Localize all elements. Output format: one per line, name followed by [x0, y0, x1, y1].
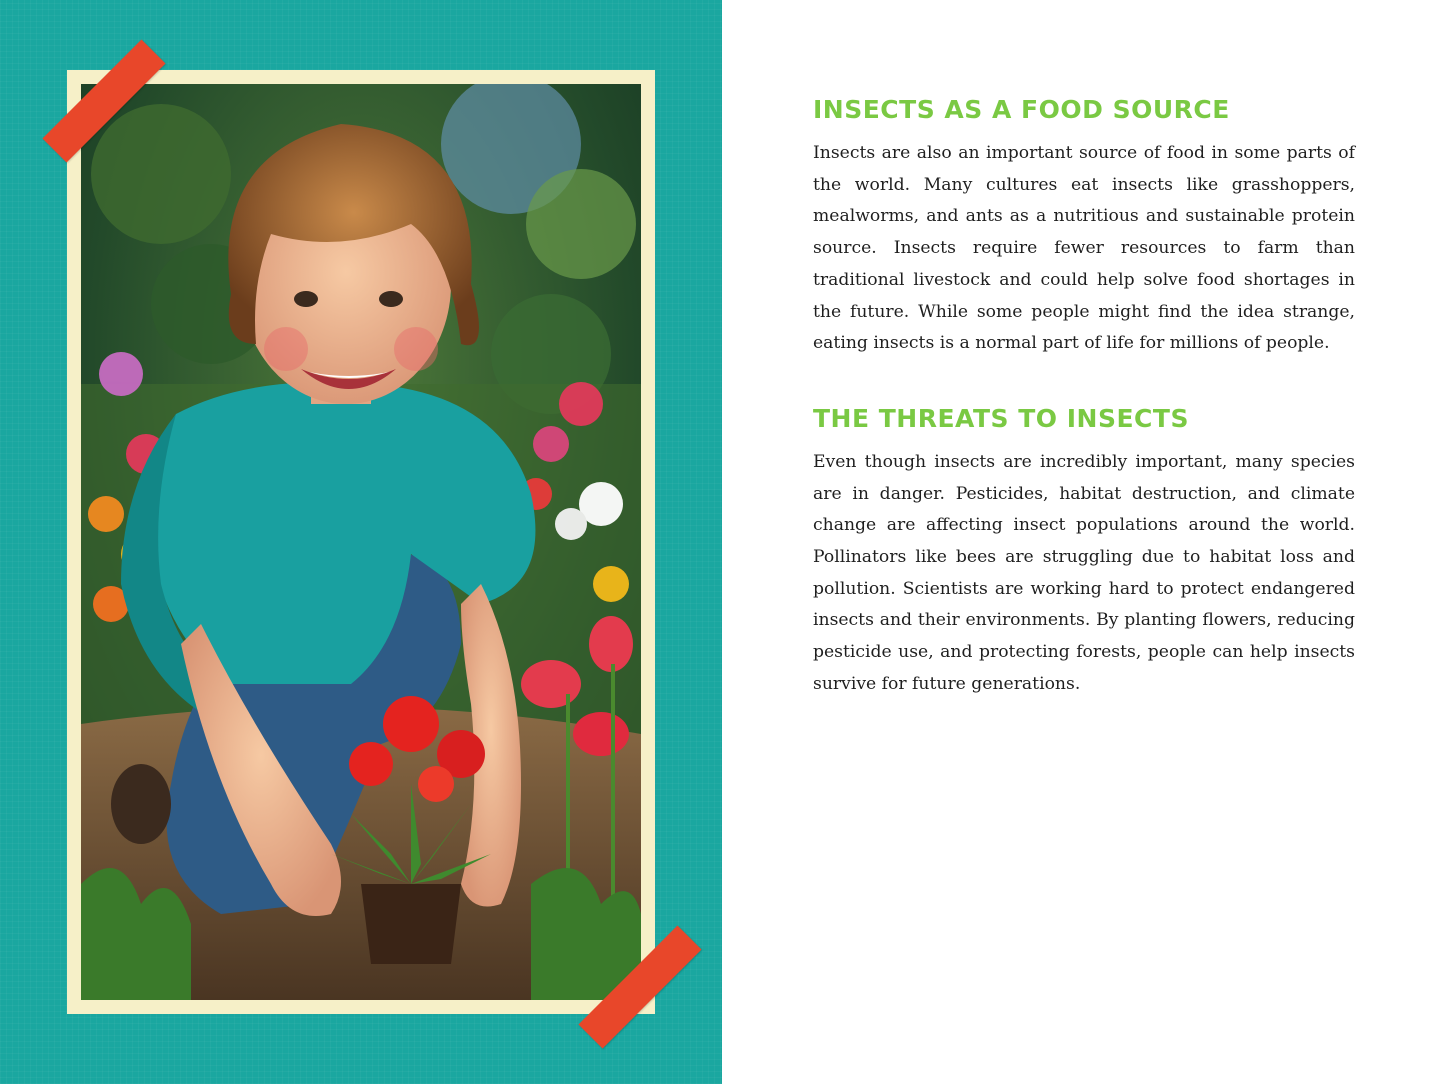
- right-panel: [722, 0, 1445, 1084]
- photo-frame: [67, 70, 655, 1014]
- section-heading-food-source: INSECTS AS A FOOD SOURCE: [813, 95, 1230, 124]
- child-planting-flowers-painting: [81, 84, 641, 1000]
- left-panel: [0, 0, 722, 1084]
- section-body-food-source: Insects are also an important source of food in some parts of the world. Many cultures eat insects like grasshoppers, mealworms, and ants as a nutritious and sustainable protein source. Insects require fewer resources to farm than traditional livestock and could help solve food shortages in the future. While some people might find the idea strange, eating insects is a normal part of life for millions of people.: [813, 143, 1355, 354]
- article-content: [813, 92, 1355, 742]
- section-heading-threats: THE THREATS TO INSECTS: [813, 403, 1189, 433]
- section-body-threats: Even though insects are incredibly important, many species are in danger. Pesticides, habitat destruction, and climate change are affecting insect populations around the world. Pollinators like bees are struggling due to habitat loss and pollution. Scientists are working hard to protect endangered insects and their environments. By planting flowers, reducing pesticide use, and protecting forests, people can help insects survive for future generations.: [813, 451, 1355, 694]
